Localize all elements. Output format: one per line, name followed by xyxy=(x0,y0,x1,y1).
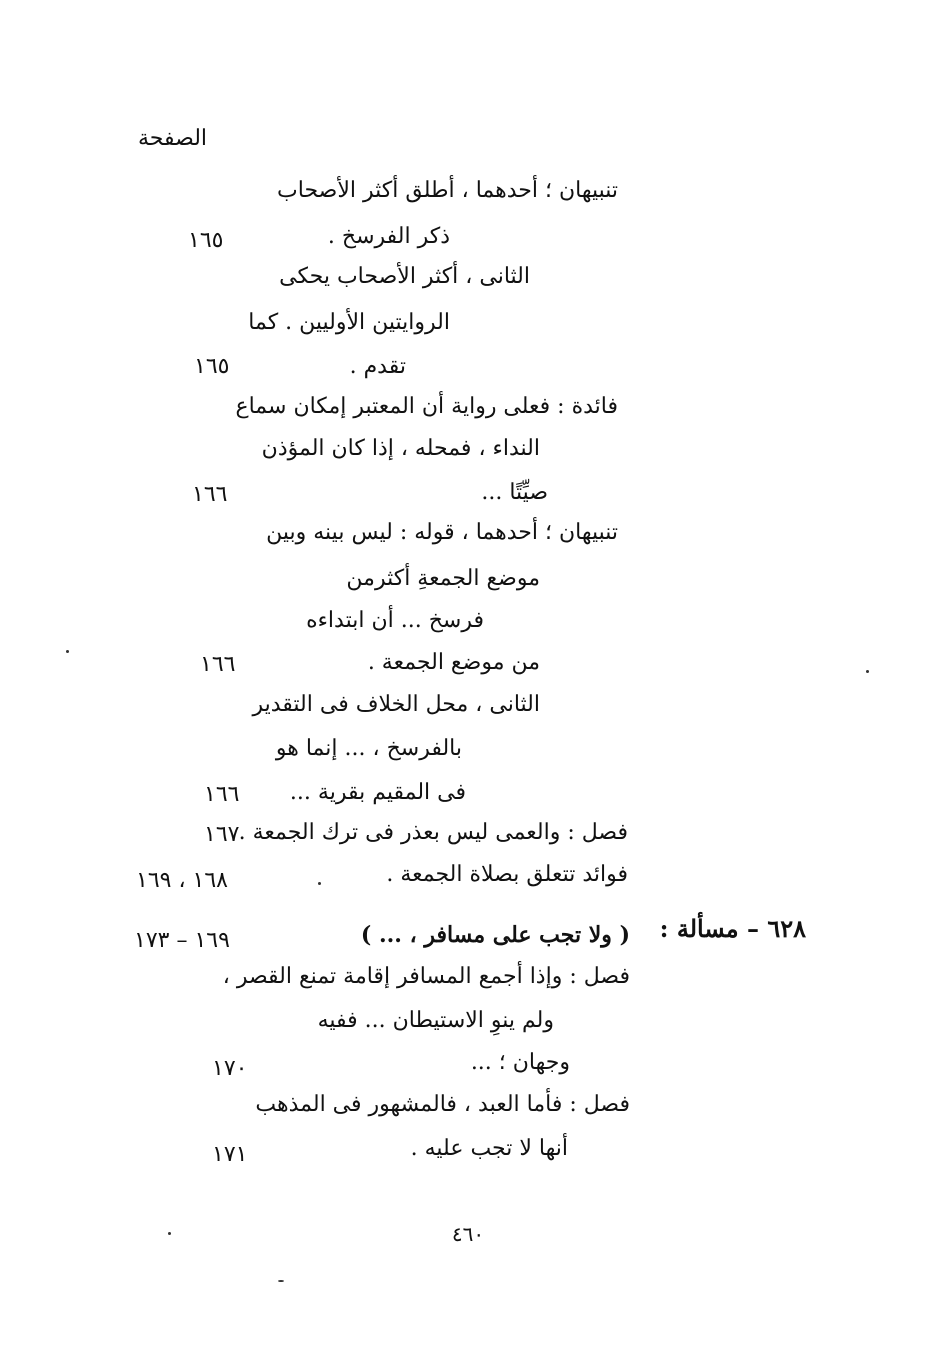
page-ref: ١٦٥ xyxy=(194,354,230,379)
entry-line: أنها لا تجب عليه . xyxy=(410,1136,568,1161)
page-ref: ١٦٥ xyxy=(188,228,224,253)
page-ref: ١٧٠ xyxy=(212,1056,248,1081)
entry-line: صيِّتًا ... xyxy=(481,480,548,505)
entry-line: الروايتين الأوليين . كما xyxy=(248,310,450,335)
entry-line: فائدة : فعلى رواية أن المعتبر إمكان سماع xyxy=(235,394,618,419)
entry-line: فصل : وإذا أجمع المسافر إقامة تمنع القصر ، xyxy=(222,964,630,989)
entry-line: ذكر الفرسخ . xyxy=(327,224,450,249)
entry-line: فرسخ ... أن ابتداءه xyxy=(306,608,484,633)
page-ref: ١٦٦ xyxy=(192,482,228,507)
page-column-header: الصفحة xyxy=(138,126,208,151)
page-ref: ١٦٧ xyxy=(204,822,240,847)
issue-number-label: ٦٢٨ – مسألة : xyxy=(659,914,806,943)
entry-line: بالفرسخ ، ... إنما هو xyxy=(275,736,462,761)
entry-line: الثانى ، أكثر الأصحاب يحكى xyxy=(279,264,530,289)
entry-line: تنبيهان ؛ أحدهما ، قوله : ليس بينه وبين xyxy=(266,520,618,545)
page-number: ٤٦٠ xyxy=(451,1222,485,1246)
page-ref: ١٦٦ xyxy=(204,782,240,807)
entry-line: تقدم . xyxy=(349,354,406,379)
entry-line: فصل : والعمى ليس بعذر فى ترك الجمعة . xyxy=(238,820,628,845)
entry-line: النداء ، فمحله ، إذا كان المؤذن xyxy=(261,436,540,461)
entry-line: من موضع الجمعة . xyxy=(367,650,540,675)
entry-line: الثانى ، محل الخلاف فى التقدير xyxy=(252,692,540,717)
entry-line: موضع الجمعةِ أكثرمن xyxy=(346,566,540,591)
entry-line: وجهان ؛ ... xyxy=(470,1050,570,1075)
entry-line: فوائد تتعلق بصلاة الجمعة . xyxy=(386,862,628,887)
page-ref: ١٦٦ xyxy=(200,652,236,677)
page-ref: ١٧١ xyxy=(212,1142,248,1167)
scan-speck xyxy=(168,1232,171,1235)
scan-speck xyxy=(866,670,869,673)
scan-speck xyxy=(318,882,321,885)
page-ref: ١٦٩ – ١٧٣ xyxy=(134,928,230,953)
scan-speck xyxy=(66,650,69,653)
scan-speck xyxy=(278,1280,284,1282)
page-ref: ١٦٨ ، ١٦٩ xyxy=(136,868,228,893)
entry-line: ولم ينوِ الاستيطان ... ففيه xyxy=(317,1008,554,1033)
entry-line: فصل : فأما العبد ، فالمشهور فى المذهب xyxy=(255,1092,630,1117)
issue-title: ( ولا تجب على مسافر ، ... ) xyxy=(360,922,630,948)
entry-line: فى المقيم بقرية ... xyxy=(289,780,466,805)
entry-line: تنبيهان ؛ أحدهما ، أطلق أكثر الأصحاب xyxy=(277,178,618,203)
